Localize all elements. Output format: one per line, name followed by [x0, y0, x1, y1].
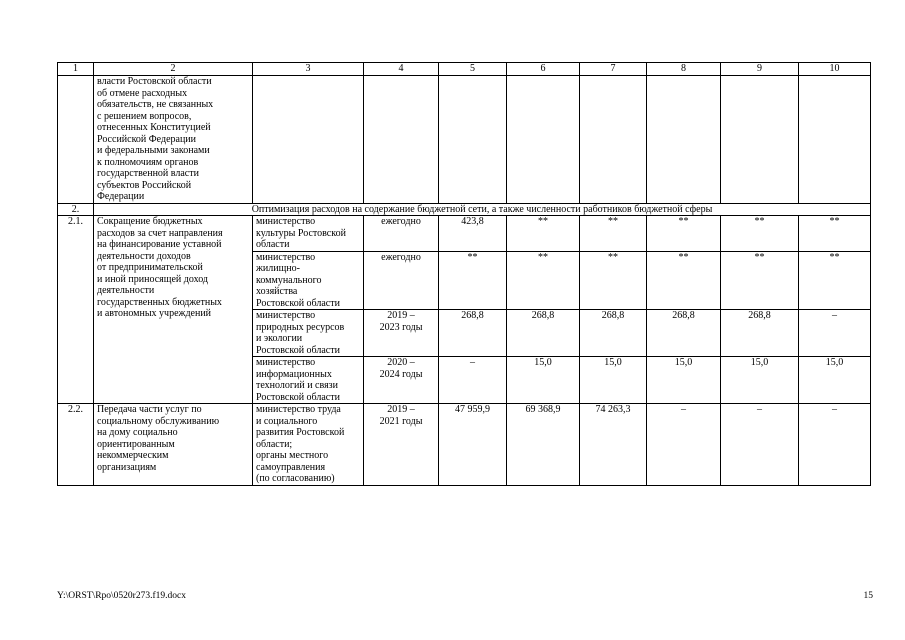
value-cell-7: 15,0 [580, 357, 647, 404]
value-cell-8: – [647, 404, 721, 486]
value-cell-10: ** [799, 216, 871, 252]
value-cell-8: 268,8 [647, 310, 721, 357]
table-body [58, 63, 871, 486]
continuation-cell-10 [799, 76, 871, 204]
period-cell: 2019 – 2021 годы [364, 404, 439, 486]
continuation-cell-3 [253, 76, 364, 204]
value-cell-7: ** [580, 216, 647, 252]
col-header-8: 8 [647, 63, 721, 76]
period-cell: 2020 – 2024 годы [364, 357, 439, 404]
section-title: Оптимизация расходов на содержание бюджетной сети, а также численности работников бюджетной сферы [94, 203, 871, 216]
value-cell-10: – [799, 310, 871, 357]
value-cell-9: ** [721, 216, 799, 252]
continuation-row [58, 76, 871, 204]
item-2-1-description: Сокращение бюджетных расходов за счет направления на финансирование уставной деятельности доходов от предпринимательской и иной приносящей доход деятельности государственных бюджетных и автономных учреждений [94, 216, 253, 404]
col-header-4: 4 [364, 63, 439, 76]
value-cell-9: ** [721, 251, 799, 310]
item-2-1-row [58, 216, 871, 252]
value-cell-10: – [799, 404, 871, 486]
item-2-2-number: 2.2. [58, 404, 94, 486]
value-cell-5: 47 959,9 [439, 404, 507, 486]
continuation-num-cell [58, 76, 94, 204]
value-cell-9: 268,8 [721, 310, 799, 357]
executor-cell: министерство информационных технологий и связи Ростовской области [253, 357, 364, 404]
continuation-text: власти Ростовской области об отмене расходных обязательств, не связанных с решением вопросов, отнесенных Конституцией Российской Федерации и федеральными законами к полномочиям органов государственной власти субъектов Российской Федерации [94, 76, 253, 204]
col-header-1: 1 [58, 63, 94, 76]
col-header-3: 3 [253, 63, 364, 76]
value-cell-7: 268,8 [580, 310, 647, 357]
period-cell: 2019 – 2023 годы [364, 310, 439, 357]
executor-cell: министерство природных ресурсов и экологии Ростовской области [253, 310, 364, 357]
col-header-7: 7 [580, 63, 647, 76]
period-cell: ежегодно [364, 251, 439, 310]
col-header-5: 5 [439, 63, 507, 76]
header-row [58, 63, 871, 76]
value-cell-8: ** [647, 251, 721, 310]
item-2-2-description: Передача части услуг по социальному обслуживанию на дому социально ориентированным некоммерческим организациям [94, 404, 253, 486]
value-cell-6: 69 368,9 [507, 404, 580, 486]
value-cell-8: ** [647, 216, 721, 252]
item-2-1-number: 2.1. [58, 216, 94, 404]
value-cell-7: ** [580, 251, 647, 310]
page-number: 15 [863, 591, 873, 601]
col-header-6: 6 [507, 63, 580, 76]
continuation-cell-7 [580, 76, 647, 204]
value-cell-5: 423,8 [439, 216, 507, 252]
continuation-cell-6 [507, 76, 580, 204]
period-cell: ежегодно [364, 216, 439, 252]
value-cell-5: ** [439, 251, 507, 310]
col-header-2: 2 [94, 63, 253, 76]
executor-cell: министерство труда и социального развития Ростовской области; органы местного самоуправления (по согласованию) [253, 404, 364, 486]
value-cell-6: ** [507, 251, 580, 310]
col-header-9: 9 [721, 63, 799, 76]
col-header-10: 10 [799, 63, 871, 76]
executor-cell: министерство жилищно- коммунального хозяйства Ростовской области [253, 251, 364, 310]
value-cell-9: – [721, 404, 799, 486]
value-cell-9: 15,0 [721, 357, 799, 404]
section-row [58, 203, 871, 216]
continuation-cell-9 [721, 76, 799, 204]
continuation-cell-4 [364, 76, 439, 204]
section-number: 2. [58, 203, 94, 216]
file-path: Y:\ORST\Rpo\0520r273.f19.docx [57, 591, 186, 601]
value-cell-6: ** [507, 216, 580, 252]
continuation-cell-5 [439, 76, 507, 204]
item-2-2-row [58, 404, 871, 486]
value-cell-7: 74 263,3 [580, 404, 647, 486]
continuation-cell-8 [647, 76, 721, 204]
value-cell-5: 268,8 [439, 310, 507, 357]
value-cell-5: – [439, 357, 507, 404]
value-cell-10: 15,0 [799, 357, 871, 404]
executor-cell: министерство культуры Ростовской области [253, 216, 364, 252]
value-cell-8: 15,0 [647, 357, 721, 404]
value-cell-6: 268,8 [507, 310, 580, 357]
measures-table [57, 62, 871, 486]
value-cell-6: 15,0 [507, 357, 580, 404]
value-cell-10: ** [799, 251, 871, 310]
